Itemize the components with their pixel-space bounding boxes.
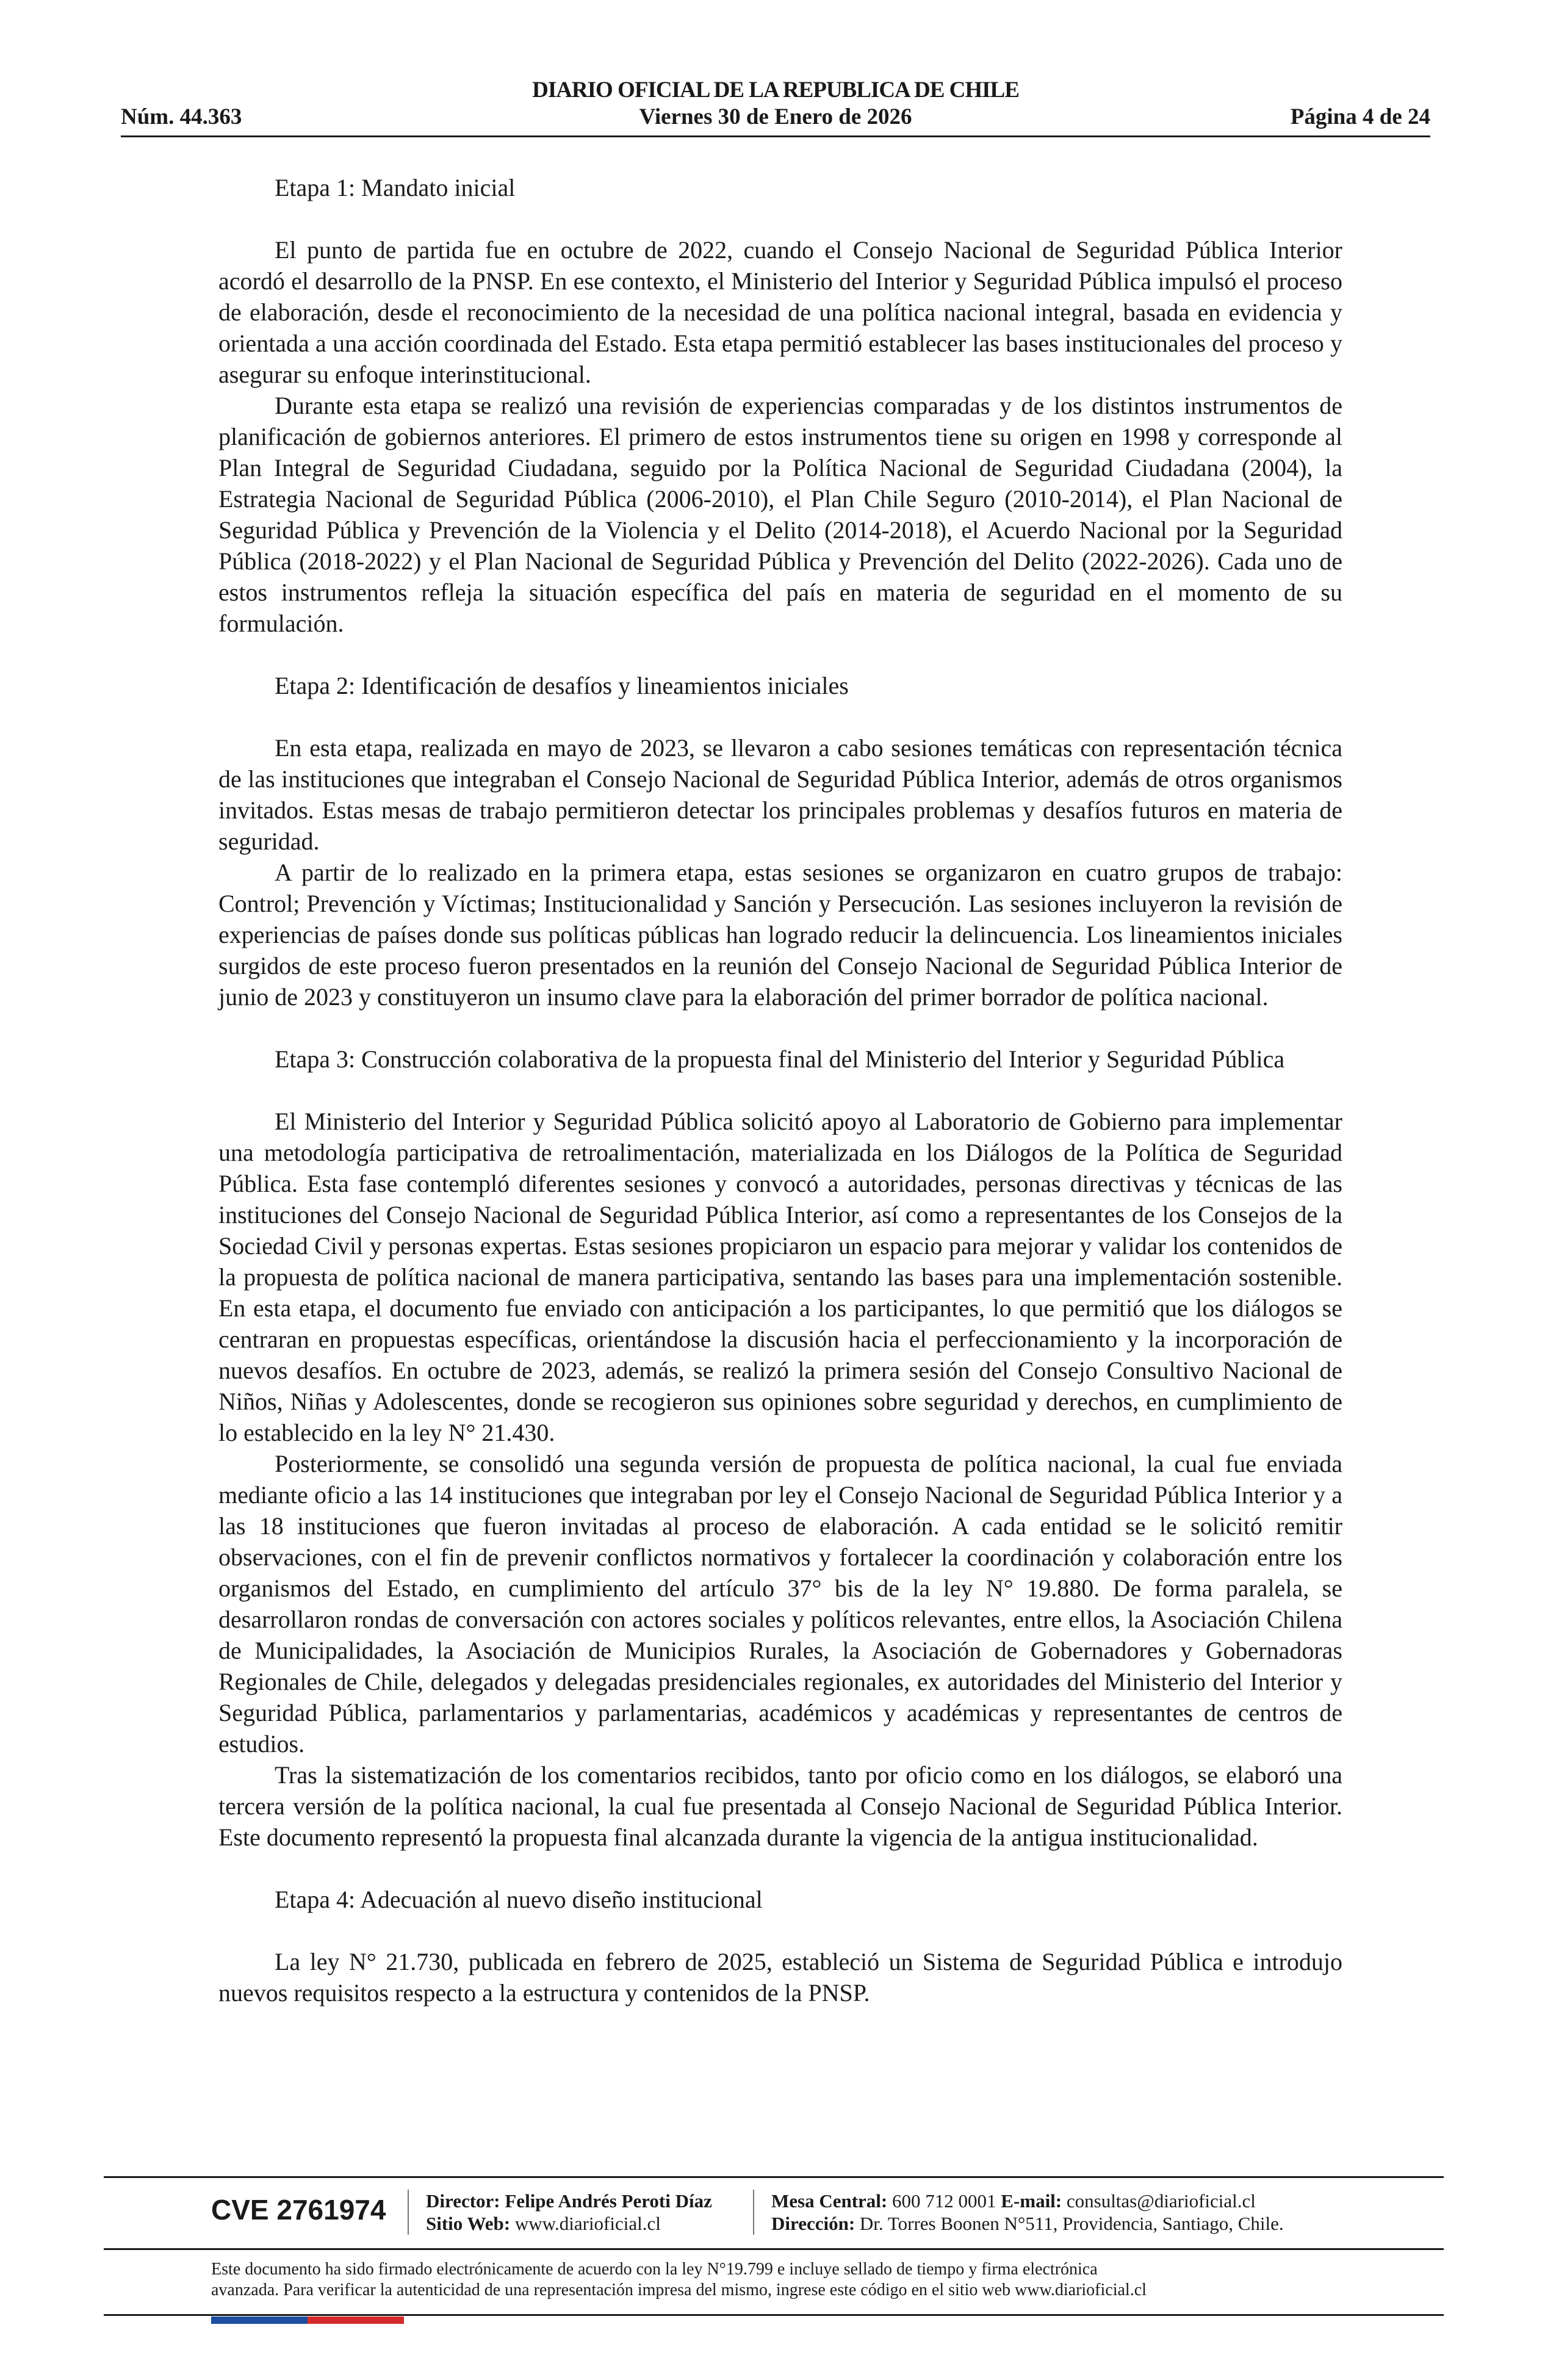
- section-heading: Etapa 2: Identificación de desafíos y lineamientos iniciales: [275, 672, 849, 699]
- issue-date: Viernes 30 de Enero de 2026: [639, 104, 912, 129]
- email-label: E-mail:: [1001, 2190, 1062, 2212]
- section-heading: Etapa 1: Mandato inicial: [275, 174, 516, 201]
- director-label: Director:: [426, 2190, 500, 2212]
- page-number: Página 4 de 24: [1290, 104, 1430, 129]
- section-heading: Etapa 4: Adecuación al nuevo diseño institucional: [275, 1886, 763, 1913]
- paragraph: El punto de partida fue en octubre de 2022, cuando el Consejo Nacional de Seguridad Pública Interior acordó el desarrollo de la PNSP. En ese contexto, el Ministerio del Interior y Seguridad Pública impulsó el proceso de elaboración, desde el reconocimiento de la necesidad de una política nacional integral, basada en evidencia y orientada a una acción coordinada del Estado. Esta etapa permitió establecer las bases institucionales del proceso y asegurar su enfoque interinstitucional.: [218, 236, 1342, 388]
- footer-mid-divider: [104, 2248, 1444, 2250]
- section-heading: Etapa 3: Construcción colaborativa de la propuesta final del Ministerio del Interior y Seguridad Pública: [275, 1045, 1285, 1073]
- paragraph: La ley N° 21.730, publicada en febrero de 2025, estableció un Sistema de Seguridad Pública e introdujo nuevos requisitos respecto a la estructura y contenidos de la PNSP.: [218, 1948, 1342, 2007]
- flag-red-stripe: [308, 2317, 404, 2324]
- paragraph: Durante esta etapa se realizó una revisión de experiencias comparadas y de los distintos instrumentos de planificación de gobiernos anteriores. El primero de estos instrumentos tiene su origen en 1998 y corresponde al Plan Integral de Seguridad Ciudadana, seguido por la Política Nacional de Seguridad Ciudadana (2004), la Estrategia Nacional de Seguridad Pública (2006-2010), el Plan Chile Seguro (2010-2014), el Plan Nacional de Seguridad Pública y Prevención de la Violencia y el Delito (2014-2018), el Acuerdo Nacional por la Seguridad Pública (2018-2022) y el Plan Nacional de Seguridad Pública y Prevención del Delito (2022-2026). Cada uno de estos instrumentos refleja la situación específica del país en materia de seguridad en el momento de su formulación.: [218, 392, 1342, 637]
- cve-code: CVE 2761974: [211, 2194, 386, 2226]
- footer-separator: [408, 2190, 409, 2235]
- paragraph: Tras la sistematización de los comentarios recibidos, tanto por oficio como en los diálogos, se elaboró una tercera versión de la política nacional, la cual fue presentada al Consejo Nacional de Seguridad Pública Interior. Este documento representó la propuesta final alcanzada durante la vigencia de la antigua institucionalidad.: [218, 1761, 1342, 1851]
- header-divider: [121, 135, 1430, 137]
- website-label: Sitio Web:: [426, 2213, 511, 2234]
- email-link[interactable]: consultas@diarioficial.cl: [1066, 2190, 1256, 2212]
- paragraph: En esta etapa, realizada en mayo de 2023, se llevaron a cabo sesiones temáticas con representación técnica de las instituciones que integraban el Consejo Nacional de Seguridad Pública Interior, además de otros organismos invitados. Estas mesas de trabajo permitieron detectar los principales problemas y desafíos futuros en materia de seguridad.: [218, 734, 1342, 855]
- mesa-phone: 600 712 0001: [892, 2190, 996, 2212]
- flag-blue-stripe: [211, 2317, 308, 2324]
- legal-line: Este documento ha sido firmado electrónicamente de acuerdo con la ley N°19.799 e incluye sellado de tiempo y firma electrónica: [211, 2260, 1098, 2279]
- director-info: [426, 2190, 712, 2235]
- website-link[interactable]: www.diarioficial.cl: [514, 2213, 661, 2234]
- address-label: Dirección:: [771, 2213, 855, 2234]
- header-row: [121, 104, 1430, 134]
- mesa-label: Mesa Central:: [771, 2190, 888, 2212]
- footer-bottom-divider: [104, 2314, 1444, 2316]
- legal-notice: [211, 2259, 1425, 2301]
- director-name: Felipe Andrés Peroti Díaz: [505, 2190, 712, 2212]
- footer-separator: [753, 2190, 754, 2235]
- address-value: Dr. Torres Boonen N°511, Providencia, Santiago, Chile.: [859, 2213, 1284, 2234]
- issue-number: Núm. 44.363: [121, 104, 242, 129]
- paragraph: El Ministerio del Interior y Seguridad Pública solicitó apoyo al Laboratorio de Gobierno para implementar una metodología participativa de retroalimentación, materializada en los Diálogos de la Política de Seguridad Pública. Esta fase contempló diferentes sesiones y convocó a autoridades, personas directivas y técnicas de las instituciones del Consejo Nacional de Seguridad Pública Interior, así como a representantes de los Consejos de la Sociedad Civil y personas expertas. Estas sesiones propiciaron un espacio para mejorar y validar los contenidos de la propuesta de política nacional de manera participativa, sentando las bases para una implementación sostenible. En esta etapa, el documento fue enviado con anticipación a los participantes, lo que permitió que los diálogos se centraran en propuestas específicas, orientándose la discusión hacia el perfeccionamiento y la incorporación de nuevos desafíos. En octubre de 2023, además, se realizó la primera sesión del Consejo Consultivo Nacional de Niños, Niñas y Adolescentes, donde se recogieron sus opiniones sobre seguridad y derechos, en cumplimiento de lo establecido en la ley N° 21.430.: [218, 1108, 1342, 1446]
- paragraph: A partir de lo realizado en la primera etapa, estas sesiones se organizaron en cuatro grupos de trabajo: Control; Prevención y Víctimas; Institucionalidad y Sanción y Persecución. Las sesiones incluyeron la revisión de experiencias de países donde sus políticas públicas han logrado reducir la delincuencia. Los lineamientos iniciales surgidos de este proceso fueron presentados en la reunión del Consejo Nacional de Seguridad Pública Interior de junio de 2023 y constituyeron un insumo clave para la elaboración del primer borrador de política nacional.: [218, 859, 1342, 1011]
- paragraph: Posteriormente, se consolidó una segunda versión de propuesta de política nacional, la cual fue enviada mediante oficio a las 14 instituciones que integraban por ley el Consejo Nacional de Seguridad Pública Interior y a las 18 instituciones que fueron invitadas al proceso de elaboración. A cada entidad se le solicitó remitir observaciones, con el fin de prevenir conflictos normativos y fortalecer la coordinación y colaboración entre los organismos del Estado, en cumplimiento del artículo 37° bis de la ley N° 19.880. De forma paralela, se desarrollaron rondas de conversación con actores sociales y políticos relevantes, entre ellos, la Asociación Chilena de Municipalidades, la Asociación de Municipios Rurales, la Asociación de Gobernadores y Gobernadoras Regionales de Chile, delegados y delegadas presidenciales regionales, ex autoridades del Ministerio del Interior y Seguridad Pública, parlamentarios y parlamentarias, académicos y académicas y representantes de centros de estudios.: [218, 1450, 1342, 1758]
- page-header: [121, 77, 1430, 143]
- legal-line: avanzada. Para verificar la autenticidad de una representación impresa del mismo, ingrese este código en el sitio web www.diarioficial.cl: [211, 2281, 1147, 2299]
- newspaper-title: DIARIO OFICIAL DE LA REPUBLICA DE CHILE: [532, 78, 1019, 103]
- chile-flag-bar: [211, 2317, 404, 2324]
- document-body: [218, 172, 1342, 2008]
- contact-info: [771, 2190, 1284, 2235]
- footer-top-divider: [104, 2176, 1444, 2178]
